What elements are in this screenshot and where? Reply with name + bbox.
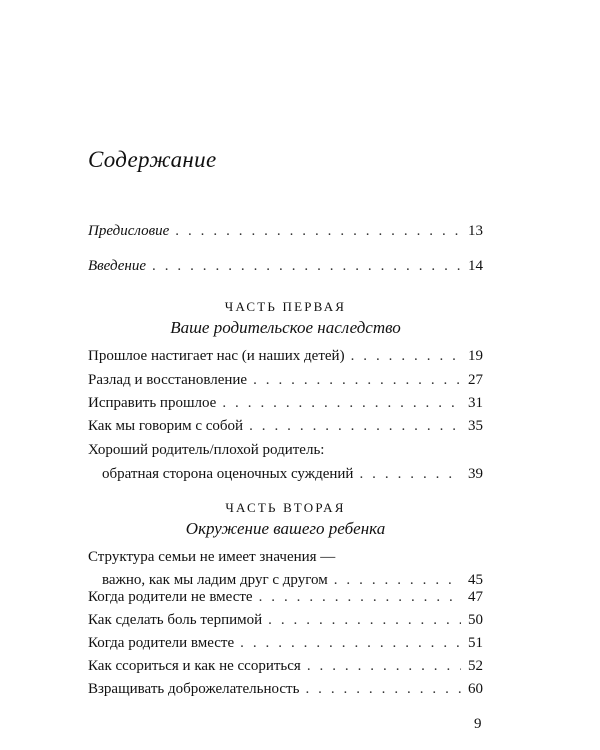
toc-entry-page: 45: [468, 572, 483, 588]
toc-entry-label: Структура семьи не имеет значения —: [88, 549, 336, 565]
part-label: ЧАСТЬ ВТОРАЯ: [225, 500, 346, 515]
dot-leader: [268, 610, 461, 630]
dot-leader: [249, 416, 461, 436]
dot-leader: [222, 393, 461, 413]
dot-leader: [305, 679, 461, 699]
page-title: Содержание: [88, 147, 217, 172]
toc-entry: [88, 610, 483, 630]
toc-entry-label: Введение: [88, 258, 146, 274]
toc-entry-page: 13: [468, 223, 483, 239]
toc-entry-page: 27: [468, 372, 483, 388]
toc-entry: [88, 587, 483, 607]
dot-leader: [307, 656, 461, 676]
toc-entry-page: 52: [468, 658, 483, 674]
toc-entry-label: Предисловие: [88, 223, 170, 239]
dot-leader: [152, 256, 461, 276]
toc-entry: [88, 346, 483, 366]
toc-entry-introduction: [88, 256, 483, 276]
toc-entry-page: 14: [468, 258, 483, 274]
dot-leader: [253, 370, 461, 390]
toc-entry-label: Как мы говорим с собой: [88, 418, 244, 434]
toc-entry-page: 39: [468, 466, 483, 482]
toc-entry: [88, 440, 483, 484]
toc-entry-label: Разлад и восстановление: [88, 372, 248, 388]
dot-leader: [359, 464, 461, 484]
toc-entry: [88, 370, 483, 390]
toc-entry-page: 31: [468, 395, 483, 411]
toc-entry-page: 51: [468, 635, 483, 651]
toc-entry-page: 47: [468, 589, 483, 605]
toc-entry-label: Прошлое настигает нас (и наших детей): [88, 348, 345, 364]
toc-entry-label: Как сделать боль терпимой: [88, 612, 263, 628]
dot-leader: [240, 633, 461, 653]
toc-entry-label-continued: важно, как мы ладим друг с другом: [102, 572, 328, 588]
dot-leader: [351, 346, 461, 366]
toc-entry: [88, 679, 483, 699]
part-label: ЧАСТЬ ПЕРВАЯ: [224, 299, 347, 314]
toc-entry: [88, 547, 483, 590]
toc-entry-label: Взращивать доброжелательность: [88, 681, 300, 697]
dot-leader: [175, 221, 461, 241]
page-number: 9: [474, 716, 482, 732]
toc-entry-preface: [88, 221, 483, 241]
toc-entry-page: 50: [468, 612, 483, 628]
toc-entry-label: Как ссориться и как не ссориться: [88, 658, 301, 674]
toc-entry: [88, 393, 483, 413]
toc-entry-page: 60: [468, 681, 483, 697]
toc-entry-page: 35: [468, 418, 483, 434]
toc-entry-label: Когда родители не вместе: [88, 589, 253, 605]
toc-entry-label: Хороший родитель/плохой родитель:: [88, 442, 325, 458]
toc-entry: [88, 416, 483, 436]
toc-entry-label: Когда родители вместе: [88, 635, 235, 651]
part-title: Окружение вашего ребенка: [185, 519, 386, 538]
toc-entry-label: Исправить прошлое: [88, 395, 217, 411]
toc-entry-page: 19: [468, 348, 483, 364]
toc-entry: [88, 633, 483, 653]
dot-leader: [259, 587, 461, 607]
toc-entry: [88, 656, 483, 676]
part-title: Ваше родительское наследство: [170, 318, 401, 337]
toc-entry-label-continued: обратная сторона оценочных суждений: [102, 466, 354, 482]
